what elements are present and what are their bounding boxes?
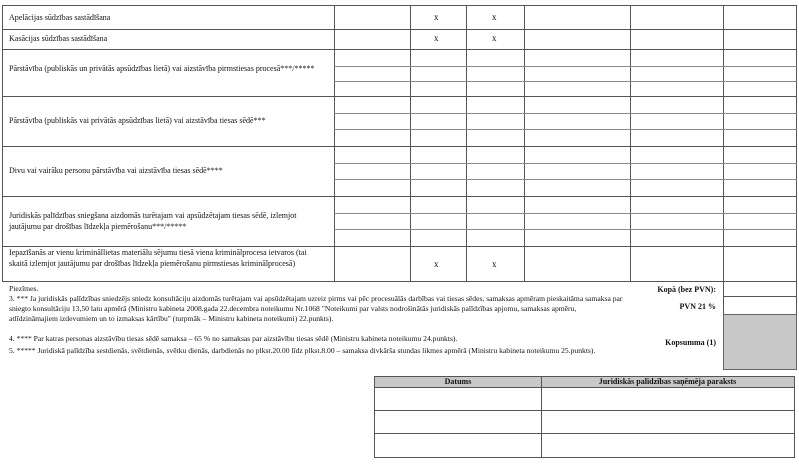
- subrow-divider: [334, 66, 797, 67]
- col-divider: [410, 5, 411, 282]
- signature-cell[interactable]: [542, 434, 794, 457]
- total-divider: [723, 296, 797, 297]
- row-divider: [2, 196, 797, 197]
- row-label: Apelācijas sūdzības sastādīšana: [9, 13, 111, 22]
- note-5: 5. ***** Juridiskā palīdzība sestdienās, svētdienās, svētku dienās, darbdienās no plkst.20.00 līdz plkst.8.00 – samaksa divkārša stundas likmes apmērā (Ministru kabineta noteikumu 25.punkts).: [9, 346, 596, 355]
- row-divider: [2, 96, 797, 97]
- col-divider: [630, 5, 631, 282]
- signature-table: [374, 376, 795, 458]
- col-divider: [723, 5, 724, 282]
- row-label: Divu vai vairāku personu pārstāvība vai aizstāvība tiesas sēdē****: [9, 166, 223, 175]
- cell-mark: x: [492, 33, 497, 43]
- date-cell[interactable]: [375, 434, 541, 457]
- row-label: Iepazīšanās ar vienu krimināllietas materiālu sējumu tiesā viena kriminālprocesa ietvaros (tai skaitā izlemjot jautājumu par drošības līdzekļa piemērošanu pirmstiesas kriminālprocesā): [9, 248, 307, 268]
- signature-cell[interactable]: [542, 388, 794, 410]
- subrow-divider: [334, 113, 797, 114]
- kopsumma-cell: [723, 314, 797, 370]
- col-divider: [334, 5, 335, 282]
- signature-cell[interactable]: [542, 411, 794, 433]
- note-3: 3. *** Ja juridiskās palīdzības sniedzējs sniedz konsultāciju aizdomās turētajam vai apsūdzētajam uzreiz pirms vai pēc procesuālās darbības vai tiesas sēdes, samaksas apmēram pieskaitāma samaksa par sniegto konsultāciju 13,50 latu apmērā (Ministru kabineta 2008.gada 22.decembra noteikumu Nr.1068 "Noteikumi par valsts nodrošinātās juridiskās palīdzības apjomu, samaksas apmēru, atlīdzināmajiem izdevumiem un to izmaksas kārtību" (turpmāk – Ministru kabineta noteikumi) 22.punkts).: [9, 294, 623, 323]
- date-column-header: Datums: [375, 377, 541, 387]
- date-cell[interactable]: [375, 411, 541, 433]
- subrow-divider: [334, 81, 797, 82]
- row-label: Juridiskās palīdzības sniegšana aizdomās turētajam vai apsūdzētajam tiesas sēdē, izlemjot jautājumu par drošības līdzekļa piemērošanu***/*****: [9, 211, 297, 231]
- total-divider: [796, 282, 797, 314]
- row-divider: [2, 146, 797, 147]
- cell-mark: x: [434, 259, 439, 269]
- cell-mark: x: [492, 12, 497, 22]
- cell-mark: x: [492, 259, 497, 269]
- cell-mark: x: [434, 12, 439, 22]
- total-label: Kopā (bez PVN):: [657, 285, 716, 294]
- notes-title: Piezīmes.: [9, 284, 39, 293]
- cell-mark: x: [434, 33, 439, 43]
- subrow-divider: [334, 163, 797, 164]
- subrow-divider: [334, 229, 797, 230]
- subrow-divider: [334, 213, 797, 214]
- grand-total-label: Kopsumma (1): [665, 338, 716, 347]
- note-4: 4. **** Par katras personas aizstāvību tiesas sēdē samaksa – 65 % no samaksas par aizstāvību tiesas sēdē (Ministru kabineta noteikumu 24.punkts).: [9, 334, 458, 343]
- vat-label: PVN 21 %: [679, 302, 716, 311]
- subrow-divider: [334, 129, 797, 130]
- fees-table-frame: [2, 5, 797, 282]
- row-label: Pārstāvība (publiskās vai privātās apsūdzības lietā) vai aizstāvība tiesas sēdē***: [9, 116, 266, 125]
- subrow-divider: [334, 179, 797, 180]
- row-label: Kasācijas sūdzības sastādīšana: [9, 34, 108, 43]
- col-divider: [466, 5, 467, 282]
- signature-column-header: Juridiskās palīdzības saņēmēja paraksts: [541, 377, 794, 387]
- total-divider: [723, 282, 724, 314]
- col-divider: [524, 5, 525, 282]
- row-divider: [2, 29, 797, 30]
- date-cell[interactable]: [375, 388, 541, 410]
- row-label: Pārstāvība (publiskās un privātās apsūdzības lietā) vai aizstāvība pirmstiesas procesā***/*****: [9, 64, 315, 73]
- row-divider: [2, 49, 797, 50]
